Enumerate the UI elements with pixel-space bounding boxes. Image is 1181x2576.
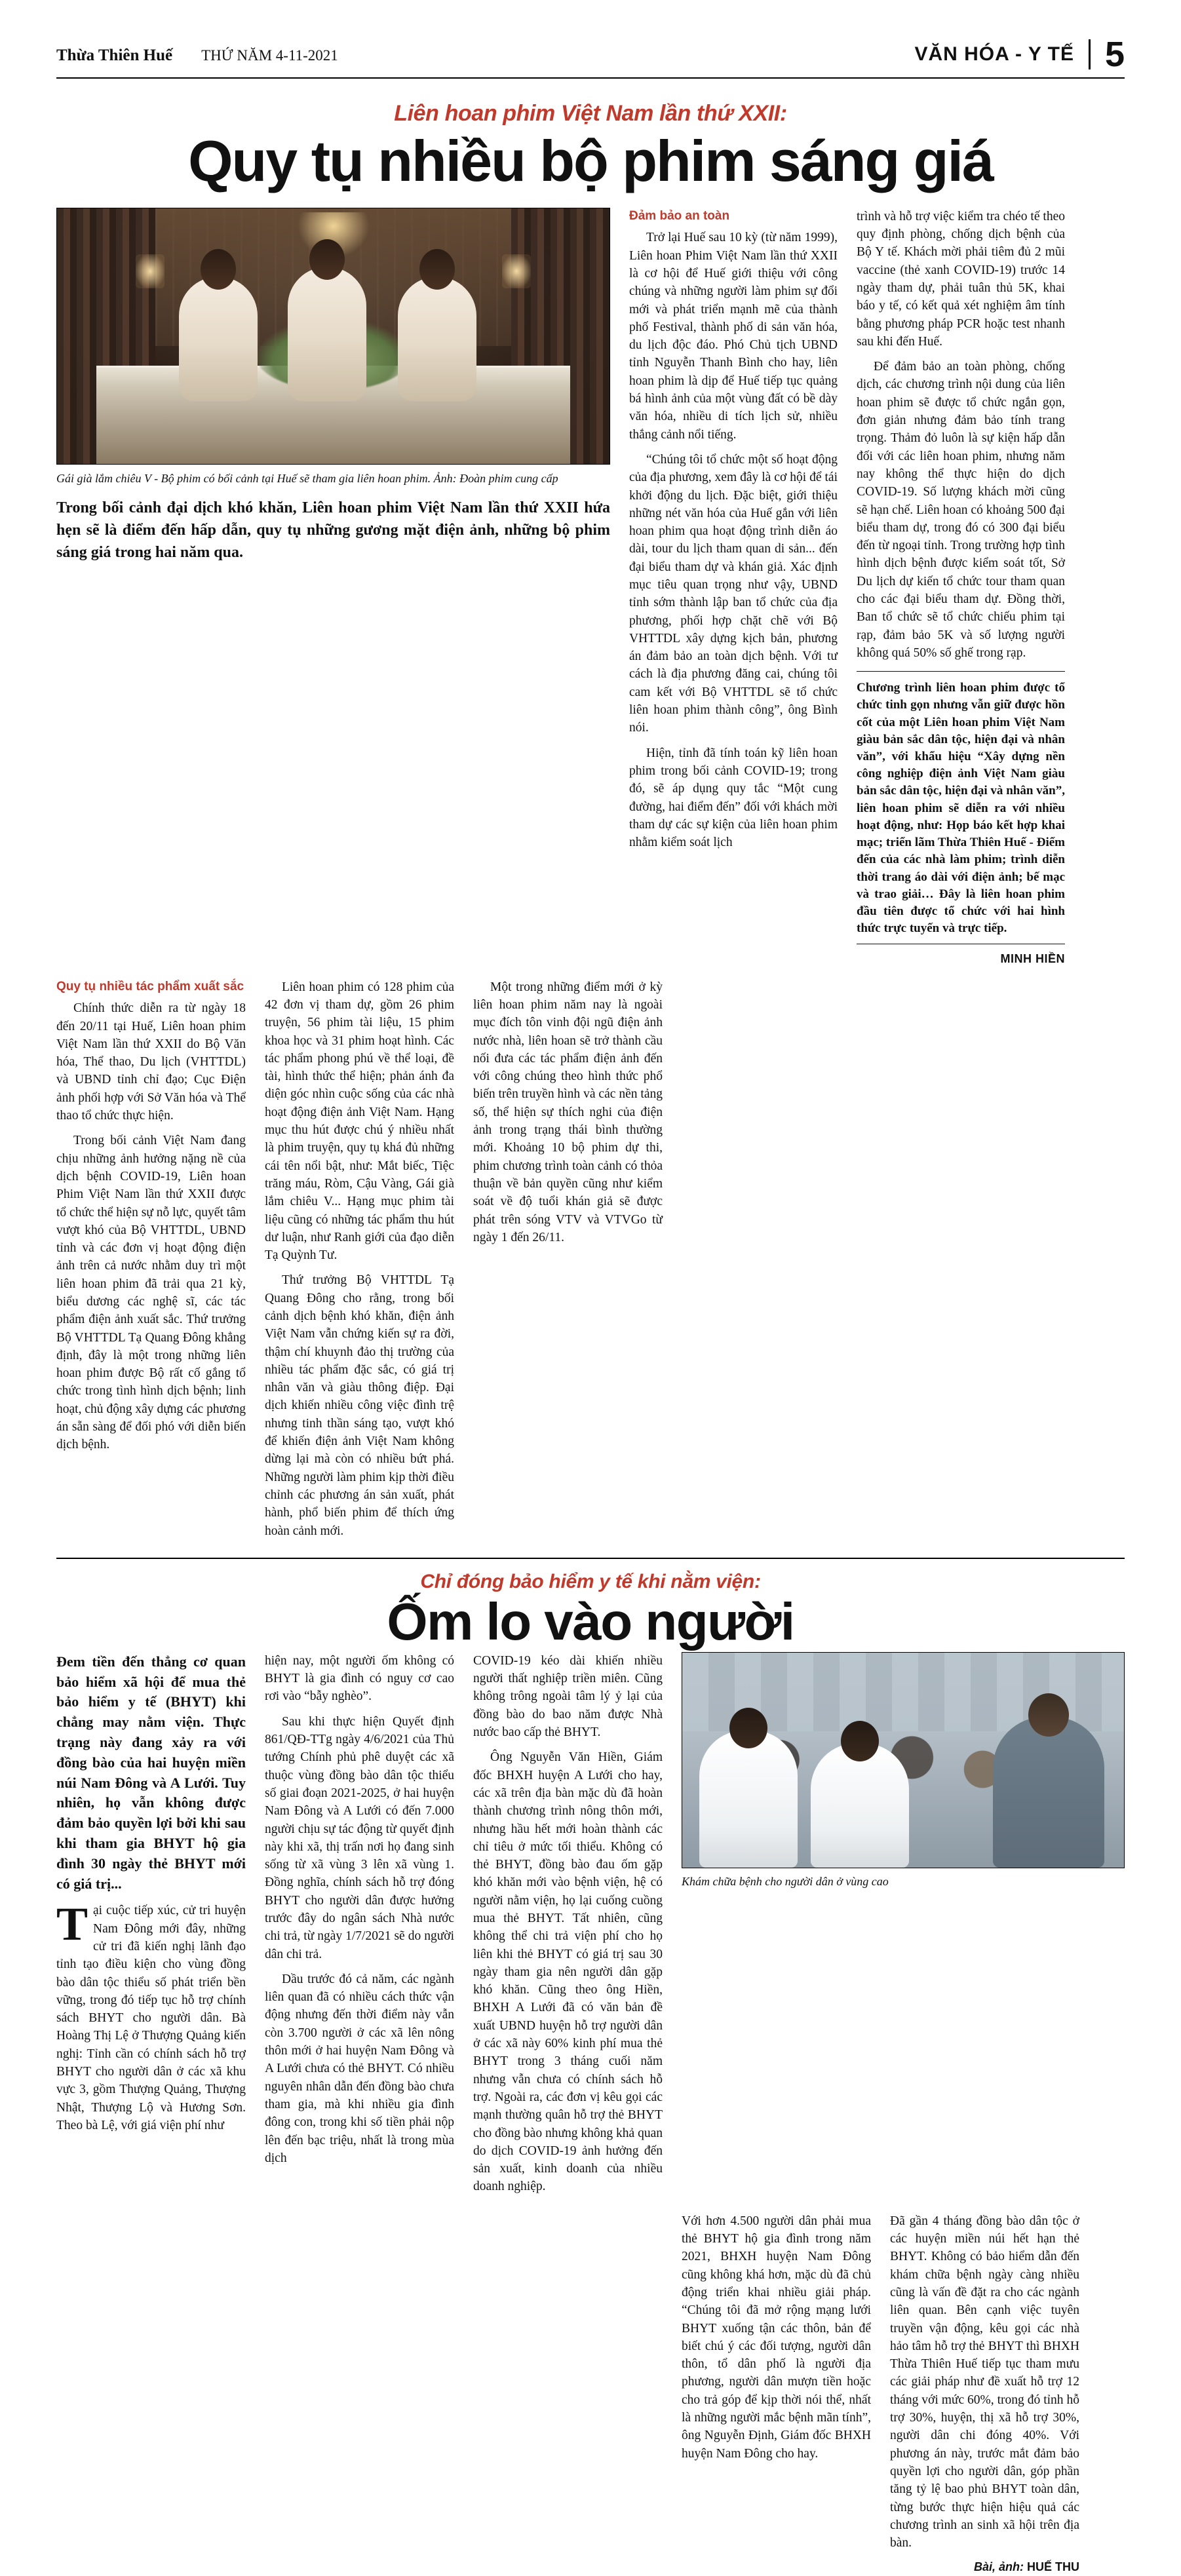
article2-column-2 (265, 1652, 454, 2203)
article2-column-3 (473, 1652, 663, 2203)
photo-actress-3 (398, 277, 476, 401)
issue-date: THỨ NĂM 4-11-2021 (201, 47, 338, 64)
masthead (56, 35, 1125, 79)
paragraph: Đã gần 4 tháng đồng bào dân tộc ở các huyện miền núi hết hạn thẻ BHYT. Không có bảo hiểm dẫn đến khám chữa bệnh ngày càng nhiều cũng là vấn đề đặt ra cho các ngành liên quan. Bên cạnh việc tuyên truyền vận động, kêu gọi các nhà hảo tâm hỗ trợ thẻ BHYT thì BHXH Thừa Thiên Huế tiếp tục tham mưu các giải pháp như đề xuất hỗ trợ 12 tháng với mức 60%, trong đó tỉnh hỗ trợ 30%, huyện, thị xã hỗ trợ 30%, người dân chi đóng 40%. Với phương án này, trước mắt đảm bảo quyền lợi cho người dân, góp phần tăng tỷ lệ bao phủ BHYT toàn dân, từng bước thực hiện hiệu quả các chương trình an sinh xã hội trên địa bàn. (890, 2214, 1079, 2550)
paragraph: “Chúng tôi tổ chức một số hoạt động của địa phương, xem đây là cơ hội để tái khởi động du lịch. Đặc biệt, giới thiệu những nét văn hóa của Huế gắn với liên hoan phim qua hoạt động trình diễn áo dài, tour du lịch tham quan di sản... đến đại biểu tham dự và khán giả. Xác định mục tiêu quan trọng như vậy, UBND tỉnh sớm thành lập ban tổ chức của địa phương, phối hợp chặt chẽ với Bộ VHTTDL xây dựng kịch bản, phương án đảm bảo an toàn dịch bệnh. Với tư cách là địa phương đăng cai, chúng tôi cam kết với Bộ VHTTDL sẽ tổ chức liên hoan phim thành công”, ông Bình nói. (629, 452, 838, 735)
paragraph: COVID-19 kéo dài khiến nhiều người thất nghiệp triền miên. Cũng không trông ngoài tâm lý ỷ lại của đồng bào do bao năm được Nhà nước bao cấp thẻ BHYT. (473, 1653, 663, 1740)
vaccination-clinic-photo (682, 1652, 1125, 1868)
article2-photo-caption: Khám chữa bệnh cho người dân ở vùng cao (682, 1874, 889, 1888)
paragraph: Chính thức diễn ra từ ngày 18 đến 20/11 tại Huế, Liên hoan phim Việt Nam lần thứ XXII do Bộ Văn hóa, Thể thao, Du lịch (VHTTDL) và UBND tỉnh chỉ đạo; Cục Điện ảnh phối hợp với Sở Văn hóa và Thể thao tổ chức thực hiện. (56, 1001, 246, 1123)
photo-actress-2 (288, 267, 366, 401)
article2-kicker: Chỉ đóng bảo hiểm y tế khi nằm viện: (420, 1570, 761, 1592)
article1-photo-caption: Gái già lắm chiêu V - Bộ phim có bối cảnh tại Huế sẽ tham gia liên hoan phim. Ảnh: Đoàn phim cung cấp (56, 471, 558, 485)
paragraph: Trở lại Huế sau 10 kỳ (từ năm 1999), Liên hoan Phim Việt Nam lần thứ XXII là cơ hội để Huế giới thiệu với công chúng và những người làm phim sự đổi mới và phát triển mạnh mẽ của thành phố Festival, thành phố di sản văn hóa, du lịch độc đáo. Phó Chủ tịch UBND tỉnh Nguyễn Thanh Bình cho hay, liên hoan phim là dịp để Huế tiếp tục quảng bá hình ảnh của một vùng đất có bề dày văn hóa, nhiều di tích lịch sử, nhiều thắng cảnh nổi tiếng. (629, 231, 838, 442)
page-number: 5 (1104, 35, 1125, 74)
article1-photo-block (56, 208, 610, 968)
paragraph-text: ại cuộc tiếp xúc, cử tri huyện Nam Đông mới đây, những cử tri đã kiến nghị lãnh đạo tỉnh tạo điều kiện cho vùng đồng bào dân tộc thiểu số phát triển bền vững, trong đó tiếp tục hỗ trợ chính sách BHYT cho người dân. Bà Hoàng Thị Lệ ở Thượng Quảng kiến nghị: Tỉnh cần có chính sách hỗ trợ BHYT cho người dân ở các xã khu vực 3, gồm Thượng Quảng, Thượng Nhật, Thượng Lộ và Hương Sơn. Theo bà Lệ, với giá viện phí như (56, 1904, 246, 2132)
paper-name: Thừa Thiên Huế (56, 47, 173, 64)
article2-lead: Đem tiền đến thẳng cơ quan bảo hiểm xã hội để mua thẻ bảo hiểm y tế (BHYT) khi chẳng may nằm viện. Thực trạng này đang xảy ra với đồng bào của hai huyện miền núi Nam Đông và A Lưới. Tuy nhiên, họ vẫn không được đảm bảo quyền lợi bởi khi sau khi tham gia BHYT hộ gia đình 30 ngày thẻ BHYT mới có giá trị... (56, 1653, 246, 1892)
paragraph: Liên hoan phim có 128 phim của 42 đơn vị tham dự, gồm 26 phim truyện, 56 phim tài liệu, 15 phim khoa học và 31 phim hoạt hình. Các tác phẩm phong phú về thể loại, đề tài, hình thức thể hiện; phản ánh đa diện góc nhìn cuộc sống của các nhà hoạt động điện ảnh Việt Nam. Hạng mục thu hút được chú ý nhiều nhất là phim truyện, quy tụ khá đủ những cái tên nổi bật, như: Mắt biếc, Tiệc trăng máu, Ròm, Cậu Vàng, Gái già lắm chiêu V... Hạng mục phim tài liệu cũng có những tác phẩm thu hút dư luận, như Ranh giới của đạo diễn Tạ Quỳnh Tư. (265, 980, 454, 1263)
article1-column-1 (56, 978, 246, 1547)
article2-headline: Ốm lo vào người (387, 1592, 794, 1651)
article1-kicker: Liên hoan phim Việt Nam lần thứ XXII: (394, 101, 787, 126)
article2-photo-block (682, 1652, 1125, 2203)
article1-lead: Trong bối cảnh đại dịch khó khăn, Liên hoan phim Việt Nam lần thứ XXII hứa hẹn sẽ là điểm đến hấp dẫn, quy tụ những gương mặt điện ảnh, những bộ phim sáng giá trong hai năm qua. (56, 499, 610, 562)
paragraph: Trong bối cảnh Việt Nam đang chịu những ảnh hưởng nặng nề của dịch bệnh COVID-19, Liên hoan Phim Việt Nam lần thứ XXII được tổ chức thể hiện sự nỗ lực, quyết tâm vượt khó của Bộ VHTTDL, UBND tỉnh và các đơn vị hoạt động điện ảnh trên cả nước nhằm duy trì một liên hoan phim đã trải qua 21 kỳ, biểu dương các nghệ sĩ, các tác phẩm điện ảnh xuất sắc. Thứ trưởng Bộ VHTTDL Tạ Quang Đông khẳng định, đây là một trong những liên hoan phim được Bộ rất cố gắng tổ chức trong tình hình dịch bệnh; linh hoạt, chủ động xây dựng các phương án sẵn sàng để đối phó với diễn biến dịch bệnh. (56, 1134, 246, 1452)
photo2-health-worker-1 (699, 1730, 798, 1868)
paragraph: Thứ trưởng Bộ VHTTDL Tạ Quang Đông cho rằng, trong bối cảnh dịch bệnh khó khăn, điện ảnh Việt Nam vẫn chứng kiến sự ra đời, thậm chí khuynh đảo thị trường của nhiều tác phẩm đặc sắc, có giá trị nhân văn và giàu thông điệp. Đại dịch khiến nhiều công việc đình trệ nhưng tinh thần sáng tạo, vượt khó để khiến điện ảnh Việt Nam không dừng lại mà còn có nhiều bứt phá. Những người làm phim kịp thời điều chỉnh các phương án sản xuất, phát hành, phổ biến phim để thích ứng hoàn cảnh mới. (265, 1273, 454, 1538)
article1-lower-grid (56, 978, 1125, 1547)
article2-column-5 (890, 2212, 1079, 2576)
article1-subhead-1: Quy tụ nhiều tác phẩm xuất sắc (56, 979, 244, 993)
paragraph: trình và hỗ trợ việc kiểm tra chéo tế theo quy định phòng, chống dịch bệnh của Bộ Y tế. Khách mời phải tiêm đủ 2 mũi vaccine (thẻ xanh COVID-19) trước 14 ngày tham dự, phải tuân thủ 5K, khai báo y tế, có kết quả xét nghiệm âm tính bằng phương pháp PCR hoặc test nhanh sau khi đến Huế. (857, 209, 1065, 349)
paragraph: Sau khi thực hiện Quyết định 861/QĐ-TTg ngày 4/6/2021 của Thủ tướng Chính phủ phê duyệt các xã thuộc vùng đồng bào dân tộc thiểu số giai đoạn 2021-2025, ở hai huyện Nam Đông và A Lưới có đến 7.000 người chịu sự tác động từ quyết định này khi xã, thị trấn nơi họ đang sinh sống từ xã vùng 3 lên xã vùng 1. Đồng nghĩa, chính sách hỗ trợ đóng BHYT cho người dân được hưởng trước đây do ngân sách Nhà nước chi trả, từ ngày 1/7/2021 sẽ do người dân chi trả. (265, 1714, 454, 1961)
article2-first-paragraph (56, 1898, 246, 2134)
article1-top-grid (56, 208, 1125, 968)
section-title: VĂN HÓA - Y TẾ (914, 43, 1074, 65)
article2-spacer-2 (265, 2212, 454, 2576)
article2-top-grid (56, 1652, 1125, 2203)
article1-headline: Quy tụ nhiều bộ phim sáng giá (188, 128, 993, 193)
paragraph: Hiện, tỉnh đã tính toán kỹ liên hoan phim trong bối cảnh COVID-19; trong đó, sẽ áp dụng quy tắc “Một cung đường, hai điểm đến” đối với khách mời tham dự các sự kiện của liên hoan phim nhằm kiểm soát lịch (629, 746, 838, 850)
article2-spacer-1 (56, 2212, 246, 2576)
dropcap-letter: T (56, 1898, 88, 1951)
masthead-right (914, 35, 1125, 74)
paragraph: hiện nay, một người ốm không có BHYT là gia đình có nguy cơ cao rơi vào “bẫy nghèo”. (265, 1653, 454, 1704)
article2-column-4 (682, 2212, 871, 2576)
article2-bottom-grid (56, 2212, 1125, 2576)
paragraph: Ông Nguyễn Văn Hiền, Giám đốc BHXH huyện A Lưới cho hay, các xã trên địa bàn mặc dù đã hoàn thành chương trình nông thôn mới, nhưng hầu hết mới hoàn thành các chỉ tiêu ở mức tối thiểu. Không có thẻ BHYT, đồng bào đau ốm gặp khó khăn mới vào bệnh viện, hệ có người nằm viện, họ lại cuống cuồng mua thẻ BHYT. Tất nhiên, cũng không thể chi trả viện phí cho họ liên khi thẻ BHYT có giá trị sau 30 ngày tham gia nên người dân gặp khó khăn. Cũng theo ông Hiền, BHXH A Lưới đã có văn bản đề xuất UBND huyện hỗ trợ người dân ở các xã này 60% kinh phí mua thẻ BHYT trong 3 tháng cuối năm nhưng vẫn chưa có chính sách hỗ trợ. Ngoài ra, các đơn vị kêu gọi các mạnh thường quân hỗ trợ thẻ BHYT cho đồng bào nhưng không khả quan do dịch COVID-19 ảnh hưởng đến sản xuất, kinh doanh của nhiều doanh nghiệp. (473, 1750, 663, 2194)
article1-column-2b (473, 978, 663, 1547)
film-still-photo (56, 208, 610, 465)
article2-byline-label: Bài, ảnh: (973, 2560, 1024, 2574)
article2-column-1 (56, 1652, 246, 2203)
article1-subhead-2: Đảm bảo an toàn (629, 208, 730, 223)
paragraph: Dầu trước đó cả năm, các ngành liên quan đã có nhiều cách thức vận động nhưng đến thời điểm này vẫn còn 3.700 người ở các xã lên nông thôn mới ở hai huyện Nam Đông và A Lưới chưa có thẻ BHYT. Có nhiều nguyên nhân dẫn đến đồng bào chưa tham gia, mà khi nhiều gia đình đông con, trong khi số tiền phải nộp lên đến bạc triệu, nhất là trong mùa dịch (265, 1972, 454, 2165)
article1-column-4 (857, 208, 1065, 968)
article1-column-3 (629, 208, 838, 968)
article1-column-2 (265, 978, 454, 1547)
photo2-health-worker-2 (811, 1743, 909, 1868)
photo-lamp-right (502, 254, 531, 288)
paragraph: Một trong những điểm mới ở kỳ liên hoan phim năm nay là ngoài mục đích tôn vinh đội ngũ điện ảnh nước nhà, liên hoan sẽ trở thành cầu nối đưa các tác phẩm điện ảnh đến với công chúng theo hình thức phổ biến trên truyền hình và các nền tảng số, thể hiện sự thích nghi của điện ảnh trong trạng thái bình thường mới. Khoảng 10 bộ phim dự thi, phim chương trình toàn cảnh có thỏa thuận về bản quyền cũng như kiểm soát về độ tuổi khán giả sẽ được phát trên sóng VTV và VTVGo từ ngày 1 đến 26/11. (473, 980, 663, 1244)
article2 (56, 1571, 1125, 2576)
photo-lamp-left (136, 254, 165, 288)
photo2-patient (993, 1717, 1104, 1868)
article2-spacer-3 (473, 2212, 663, 2576)
paragraph: Để đảm bảo an toàn phòng, chống dịch, các chương trình nội dung của liên hoan phim sẽ được tổ chức ngắn gọn, đơn giản nhưng đảm bảo tính trang trọng. Thảm đỏ luôn là sự kiện hấp dẫn đối với các liên hoan phim, nhưng năm nay không thể thực hiện do dịch COVID-19. Số lượng khách mời cũng sẽ hạn chế. Liên hoan có khoảng 500 đại biểu tham dự, trong đó có 300 đại biểu đến từ ngoại tỉnh. Trong trường hợp tình hình dịch bệnh được kiểm soát tốt, Sở Du lịch dự kiến tổ chức tour tham quan cho các đại biểu tham dự. Đồng thời, Ban tổ chức sẽ tổ chức chiếu phim tại rạp, đảm bảo 5K và số lượng người không quá 50% số ghế trong rạp. (857, 360, 1065, 660)
section-divider (56, 1558, 1125, 1559)
article1-byline: MINH HIỀN (1000, 952, 1065, 966)
article2-byline (890, 2559, 1079, 2575)
article2-byline-name: HUẾ THU (1027, 2560, 1079, 2574)
masthead-divider (1089, 39, 1091, 69)
paragraph: Với hơn 4.500 người dân phải mua thẻ BHYT hộ gia đình trong năm 2021, BHXH huyện Nam Đông cũng không khá hơn, mặc dù đã chủ động triển khai nhiều giải pháp. “Chúng tôi đã mở rộng mạng lưới BHYT xuống tận các thôn, bản để biết chú ý các đối tượng, người dân thôn, tổ dân phố là người địa phương, người dân mượn tiền hoặc cho trả góp để kịp thời nói thể, nhất là những người mắc bệnh mãn tính”, ông Nguyễn Định, Giám đốc BHXH huyện Nam Đông cho hay. (682, 2214, 871, 2461)
photo-actress-1 (179, 277, 258, 401)
article1-pullquote-box: Chương trình liên hoan phim được tổ chức tinh gọn nhưng vẫn giữ được hồn cốt của một Liên hoan phim Việt Nam giàu bản sắc dân tộc, hiện đại và nhân văn”, với khẩu hiệu “Xây dựng nền công nghiệp điện ảnh Việt Nam giàu bản sắc dân tộc, hiện đại và nhân văn”, liên hoan phim sẽ diễn ra với nhiều hoạt động, như: Họp báo kết hợp khai mạc; triển lãm Thừa Thiên Huế - Điểm đến của các nhà làm phim; trình diễn thời trang áo dài với điện ảnh; bế mạc và trao giải… Đây là liên hoan phim đầu tiên được tổ chức với hai hình thức trực tuyến và trực tiếp. (857, 671, 1065, 944)
